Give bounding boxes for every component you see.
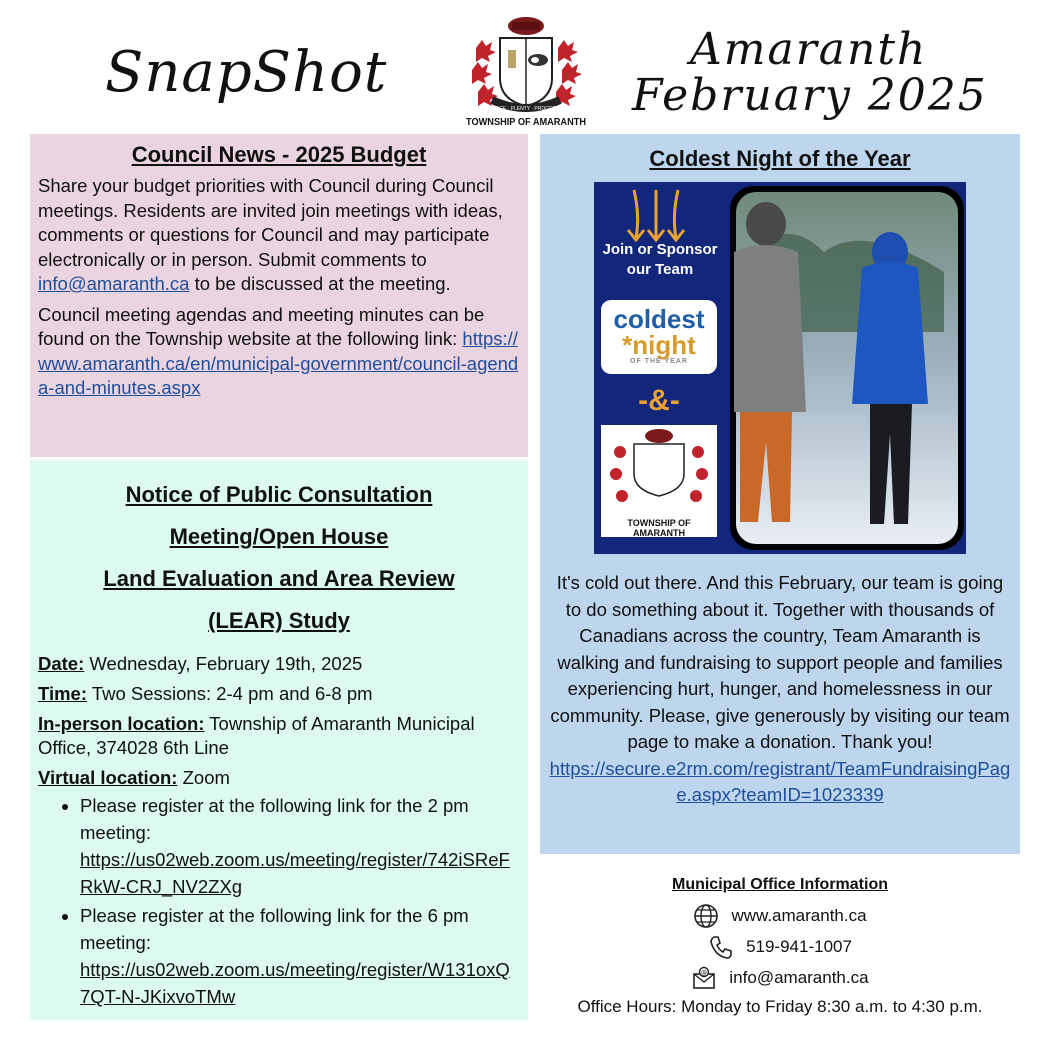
issue-line-2: February 2025 <box>632 70 988 121</box>
inperson-label: In-person location: <box>38 713 205 734</box>
council-text-3: Council meeting agendas and meeting minutes can be found on the Township website at the following link: <box>38 303 485 349</box>
lear-title-line-1: Notice of Public Consultation <box>125 482 433 507</box>
township-crest-logo <box>462 8 590 130</box>
office-email[interactable]: info@amaranth.ca <box>729 967 869 987</box>
lear-title <box>38 474 520 642</box>
session-6pm-link[interactable]: https://us02web.zoom.us/meeting/register/W131oxQ7QT-N-JKixvoTMw <box>80 959 510 1007</box>
council-news-title: Council News - 2025 Budget <box>131 142 427 167</box>
session-2pm-link[interactable]: https://us02web.zoom.us/meeting/register/742iSReFRkW-CRJ_NV2ZXg <box>80 849 510 897</box>
council-email-link[interactable]: info@amaranth.ca <box>38 273 190 294</box>
promo-logo-year: OF THE YEAR <box>630 358 688 365</box>
promo-graphic <box>594 182 966 554</box>
office-phone[interactable]: 519-941-1007 <box>746 936 852 956</box>
email-icon <box>691 965 717 991</box>
list-item <box>80 792 520 900</box>
promo-join-text: Join or Sponsor our Team <box>602 241 718 278</box>
office-website[interactable]: www.amaranth.ca <box>731 905 867 925</box>
promo-ampersand: -&- <box>638 384 680 417</box>
lear-title-line-2: Meeting/Open House <box>169 524 389 549</box>
date-label: Date: <box>38 653 85 674</box>
globe-icon <box>693 903 719 929</box>
session-2pm-text: Please register at the following link for the 2 pm meeting: <box>80 795 469 843</box>
office-info-title: Municipal Office Information <box>671 876 888 893</box>
office-email-row <box>540 962 1020 993</box>
council-news-panel <box>30 134 528 457</box>
coldest-night-panel <box>540 134 1020 854</box>
council-news-paragraph-2 <box>38 303 520 401</box>
coldest-night-title: Coldest Night of the Year <box>649 146 911 171</box>
time-value: Two Sessions: 2-4 pm and 6-8 pm <box>87 683 373 704</box>
svg-text:@: @ <box>701 969 708 976</box>
office-phone-row <box>540 931 1020 962</box>
issue-line-1: Amaranth <box>690 24 928 75</box>
phone-icon <box>708 934 734 960</box>
coldest-night-promo-image <box>594 182 966 554</box>
lear-title-line-4: (LEAR) Study <box>208 608 350 633</box>
crest-caption: TOWNSHIP OF AMARANTH <box>466 117 586 128</box>
council-news-paragraph-1 <box>38 174 520 297</box>
lear-virtual-row <box>38 766 520 790</box>
lear-notice-panel <box>30 460 528 1020</box>
session-6pm-text: Please register at the following link for the 6 pm meeting: <box>80 905 469 953</box>
registration-list <box>38 792 520 1010</box>
time-label: Time: <box>38 683 88 704</box>
office-hours: Office Hours: Monday to Friday 8:30 a.m. to 4:30 p.m. <box>577 997 983 1016</box>
crest-motto: PEACE · PLENTY · PROGRESS <box>489 106 563 112</box>
list-item <box>80 902 520 1010</box>
lear-title-line-3: Land Evaluation and Area Review <box>103 566 455 591</box>
office-website-row <box>540 900 1020 931</box>
coldest-night-body <box>548 570 1012 809</box>
virtual-label: Virtual location: <box>38 767 178 788</box>
municipal-office-info <box>540 876 1020 1017</box>
newsletter-title: SnapShot <box>105 40 388 105</box>
team-fundraising-link[interactable]: https://secure.e2rm.com/registrant/TeamFundraisingPage.aspx?teamID=1023339 <box>549 757 1011 805</box>
council-text-1: Share your budget priorities with Council during Council meetings. Residents are invited join meetings with ideas, comments or questions for Council and may participate electronically or in person. Submit comments to <box>38 175 503 270</box>
inperson-value: Township of Amaranth Municipal Office, 374028 6th Line <box>38 713 475 758</box>
promo-crest-caption: TOWNSHIP OF AMARANTH <box>627 518 691 538</box>
date-value: Wednesday, February 19th, 2025 <box>84 653 363 674</box>
coldest-night-paragraph: It's cold out there. And this February, our team is going to do something about it. Together with thousands of Canadians across the country, Team Amaranth is walking and fundraising to support people and families experiencing hurt, hunger, and homelessness in our community. Please, give generously by visiting our team page to make a donation. Thank you! <box>550 572 1010 752</box>
promo-logo-night: *night <box>622 330 696 360</box>
promo-logo-coldest: coldest <box>613 304 705 334</box>
virtual-value: Zoom <box>177 767 230 788</box>
council-text-2: to be discussed at the meeting. <box>189 273 451 294</box>
lear-inperson-row <box>38 712 520 760</box>
lear-time-row <box>38 682 520 706</box>
council-agenda-link[interactable]: https://www.amaranth.ca/en/municipal-government/council-agenda-and-minutes.aspx <box>38 328 519 398</box>
lear-date-row <box>38 652 520 676</box>
